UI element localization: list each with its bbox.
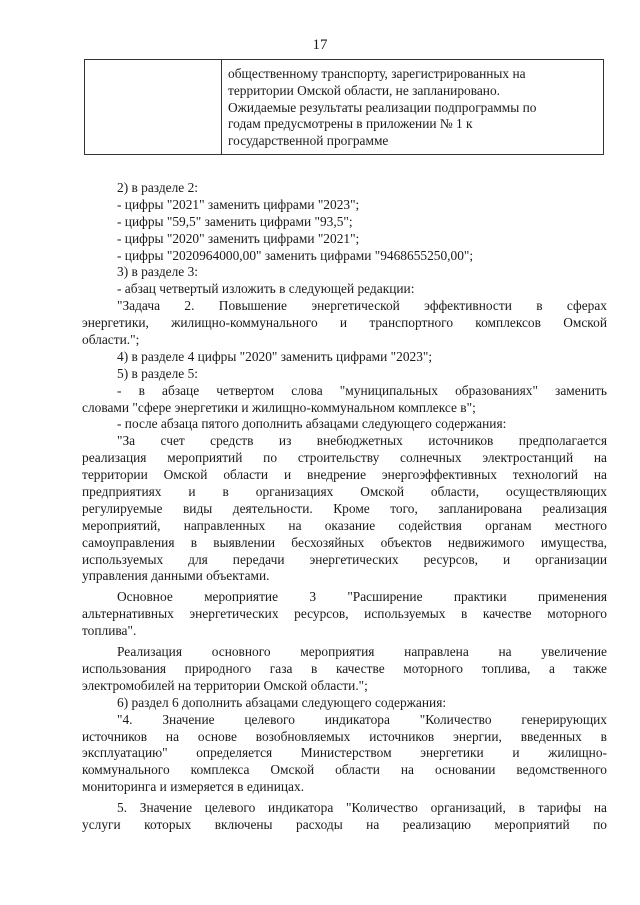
body-text — [82, 180, 607, 834]
paragraph-line: электромобилей на территории Омской области."; — [82, 677, 368, 693]
paragraph-line: реализация мероприятий по строительству солнечных электростанций на — [82, 450, 607, 466]
paragraph-line: коммунального комплекса Омской области на основании ведомственного — [82, 762, 607, 778]
paragraph-line: - абзац четвертый изложить в следующей редакции: — [117, 281, 415, 297]
paragraph-line: 2) в разделе 2: — [117, 180, 199, 195]
paragraph-line: - в абзаце четвертом слова "муниципальных образованиях" заменить — [117, 382, 607, 398]
paragraph-line: регулируемые виды деятельности. Кроме того, запланирована реализация — [82, 500, 607, 516]
paragraph-line: области."; — [82, 332, 140, 348]
table-line: Ожидаемые результаты реализации подпрограммы по — [228, 99, 537, 115]
paragraph-line: Реализация основного мероприятия направлена на увеличение — [117, 644, 607, 660]
table-line: территории Омской области, не запланировано. — [228, 82, 501, 98]
paragraph-line: Основное мероприятие 3 "Расширение практики применения — [117, 589, 607, 605]
paragraph-line: альтернативных энергетических ресурсов, используемых в качестве моторного — [82, 606, 607, 622]
paragraph-line: самоуправления в выявлении бесхозяйных объектов недвижимого имущества, — [82, 534, 607, 550]
table-line: годам предусмотрены в приложении № 1 к — [228, 116, 473, 132]
paragraph-line: используемых для передачи энергетических ресурсов, и организации — [82, 551, 607, 567]
paragraph-line: "4. Значение целевого индикатора "Количество генерирующих — [117, 711, 607, 727]
paragraph-line: услуги которых включены расходы на реализацию мероприятий по — [82, 816, 607, 832]
paragraph-line: мониторинга и измеряется в единицах. — [82, 779, 305, 795]
paragraph-line: 6) раздел 6 дополнить абзацами следующего содержания: — [117, 694, 447, 710]
paragraph-line: - после абзаца пятого дополнить абзацами следующего содержания: — [117, 416, 507, 432]
paragraph-line: энергетики, жилищно-коммунального и транспортного комплексов Омской — [82, 315, 607, 331]
paragraph-line: 5) в разделе 5: — [117, 365, 199, 381]
paragraph-line: 5. Значение целевого индикатора "Количество организаций, в тарифы на — [117, 800, 607, 816]
paragraph-line: использования природного газа в качестве моторного топлива, а также — [82, 660, 607, 676]
table-line: государственной программе — [228, 133, 389, 149]
paragraph-line: источников на основе возобновляемых источников энергии, введенных в — [82, 728, 607, 744]
continuation-table — [84, 59, 604, 155]
table-cell-text — [222, 60, 604, 155]
paragraph-line: - цифры "2020" заменить цифрами "2021"; — [117, 230, 360, 246]
paragraph-line: мероприятий, направленных на оказание содействия органам местного — [82, 517, 607, 533]
paragraph-line: предприятиях и в организациях Омской области, осуществляющих — [82, 484, 607, 500]
paragraph-line: - цифры "2021" заменить цифрами "2023"; — [117, 196, 360, 212]
paragraph-line: словами "сфере энергетики и жилищно-коммунальном комплексе в"; — [82, 399, 476, 415]
paragraph-line: эксплуатацию" определяется Министерством энергетики и жилищно- — [82, 745, 607, 761]
paragraph-line: управления данными объектами. — [82, 568, 270, 584]
paragraph-line: - цифры "59,5" заменить цифрами "93,5"; — [117, 213, 353, 229]
paragraph-line: 3) в разделе 3: — [117, 264, 199, 280]
paragraph-line: топлива". — [82, 623, 137, 639]
paragraph-line: "Задача 2. Повышение энергетической эффективности в сферах — [117, 298, 607, 314]
table-row — [85, 60, 604, 155]
page-number: 17 — [312, 37, 328, 53]
table-cell-empty — [85, 60, 222, 155]
table-line: общественному транспорту, зарегистрированных на — [228, 66, 526, 81]
paragraph-line: территории Омской области и внедрение энергоэффективных технологий на — [82, 467, 607, 483]
paragraph-line: "За счет средств из внебюджетных источников предполагается — [117, 433, 607, 449]
paragraph-line: 4) в разделе 4 цифры "2020" заменить цифрами "2023"; — [117, 348, 433, 364]
paragraph-line: - цифры "2020964000,00" заменить цифрами "9468655250,00"; — [117, 247, 474, 263]
